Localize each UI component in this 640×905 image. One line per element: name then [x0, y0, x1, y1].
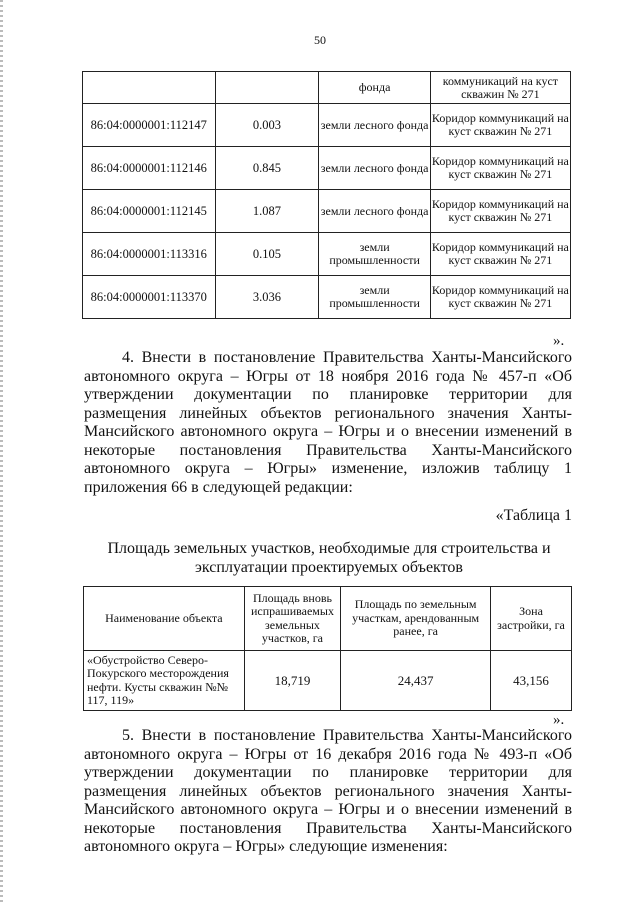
plot-purpose: коммуникаций на куст скважин № 271	[430, 72, 570, 104]
cadastral-number: 86:04:0000001:113370	[83, 276, 216, 319]
zone-value: 43,156	[491, 651, 572, 711]
paragraph-4	[84, 349, 572, 497]
closing-quote: ».	[553, 712, 565, 728]
plot-area: 0.845	[215, 147, 319, 190]
plot-purpose: Коридор коммуникаций на куст скважин № 271	[430, 276, 570, 319]
table-caption: Площадь земельных участков, необходимые для строительства и эксплуатации проектируемых объектов	[107, 540, 551, 576]
cadastral-number: 86:04:0000001:113316	[83, 233, 216, 276]
table-row	[83, 190, 571, 233]
cadastral-number: 86:04:0000001:112147	[83, 104, 216, 147]
header-object-name: Наименование объекта	[84, 587, 245, 651]
land-category: земли лесного фонда	[319, 147, 430, 190]
land-category: земли лесного фонда	[319, 104, 430, 147]
land-category: земли лесного фонда	[319, 190, 430, 233]
plot-purpose: Коридор коммуникаций на куст скважин № 271	[430, 190, 570, 233]
cadastral-number: 86:04:0000001:112146	[83, 147, 216, 190]
table-row	[83, 147, 571, 190]
land-category: земли промышленности	[319, 276, 430, 319]
cadastral-number	[83, 72, 216, 104]
plot-area	[215, 72, 319, 104]
plot-area: 1.087	[215, 190, 319, 233]
paragraph-5	[84, 727, 572, 857]
table-row	[83, 72, 571, 104]
leased-area-value: 24,437	[341, 651, 491, 711]
plot-purpose: Коридор коммуникаций на куст скважин № 271	[430, 104, 570, 147]
table-row	[83, 233, 571, 276]
header-new-area: Площадь вновь испрашиваемых земельных участков, га	[244, 587, 340, 651]
plot-area: 0.003	[215, 104, 319, 147]
table-row	[84, 651, 572, 711]
header-zone: Зона застройки, га	[491, 587, 572, 651]
plot-purpose: Коридор коммуникаций на куст скважин № 271	[430, 233, 570, 276]
object-name: «Обустройство Северо-Покурского месторождения нефти. Кусты скважин №№ 117, 119»	[84, 651, 245, 711]
header-leased-area: Площадь по земельным участкам, арендованным ранее, га	[341, 587, 491, 651]
area-table	[83, 586, 572, 711]
plot-area: 0.105	[215, 233, 319, 276]
paragraph-5-text: 5. Внести в постановление Правительства Ханты-Мансийского автономного округа – Югры от 16 декабря 2016 года № 493-п «Об утверждении документации по планировке территории для размещения линейных объектов регионального значения Ханты-Мансийского автономного округа – Югры и о внесении изменений в некоторые постановления Правительства Ханты-Мансийского автономного округа – Югры» следующие изменения:	[84, 727, 572, 855]
new-area-value: 18,719	[244, 651, 340, 711]
cadastral-number: 86:04:0000001:112145	[83, 190, 216, 233]
scan-edge	[0, 0, 3, 905]
land-category: земли промышленности	[319, 233, 430, 276]
plot-area: 3.036	[215, 276, 319, 319]
table-header-row	[84, 587, 572, 651]
closing-quote: ».	[553, 333, 565, 349]
table-row	[83, 276, 571, 319]
page-number: 50	[314, 33, 326, 47]
table-row	[83, 104, 571, 147]
paragraph-4-text: 4. Внести в постановление Правительства Ханты-Мансийского автономного округа – Югры от 18 ноября 2016 года № 457-п «Об утверждении документации по планировке территории для размещения линейных объектов регионального значения Ханты-Мансийского автономного округа – Югры и о внесении изменений в некоторые постановления Правительства Ханты-Мансийского автономного округа – Югры» изменение, изложив таблицу 1 приложения 66 в следующей редакции:	[84, 349, 572, 496]
land-category: фонда	[319, 72, 430, 104]
plot-purpose: Коридор коммуникаций на куст скважин № 271	[430, 147, 570, 190]
land-plots-table	[82, 71, 571, 319]
table-label: «Таблица 1	[495, 507, 572, 524]
